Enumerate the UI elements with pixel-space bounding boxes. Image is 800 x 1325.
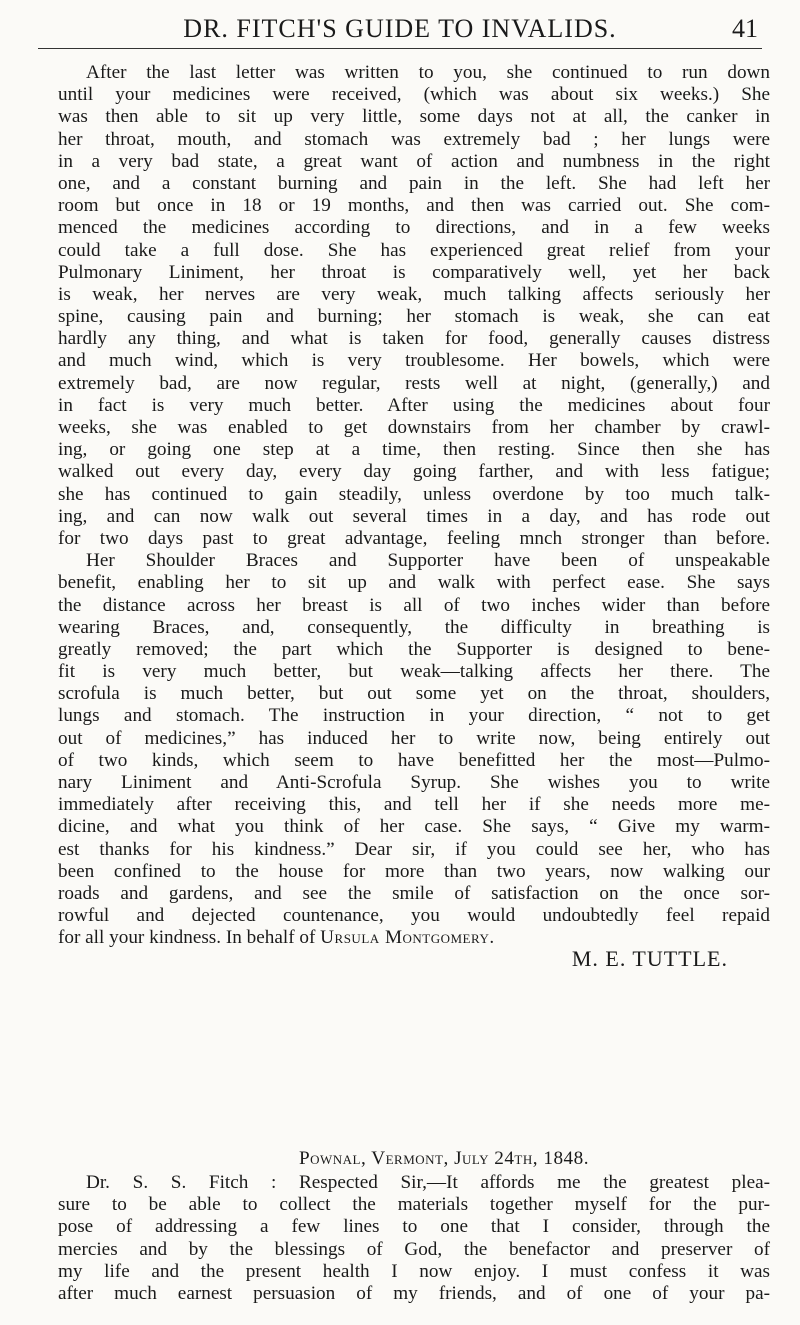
text-line: my life and the present health I now enjoy. I must confess it was [58,1260,770,1282]
text-line: for two days past to great advantage, feeling mnch stronger than before. [58,527,770,549]
text-line: Pulmonary Liniment, her throat is comparatively well, yet her back [58,261,770,283]
text-line: ing, and can now walk out several times in a day, and has rode out [58,505,770,527]
text-line: Her Shoulder Braces and Supporter have been of unspeakable [86,550,770,572]
letter-one [58,62,770,972]
text-line: of two kinds, which seem to have benefitted her the most—Pulmo- [58,749,770,771]
text-line: ing, or going one step at a time, then resting. Since then she has [58,439,770,461]
text-line: and much wind, which is very troublesome. Her bowels, which were [58,350,770,372]
text-line: mercies and by the blessings of God, the benefactor and preserver of [58,1238,770,1260]
text-line: nary Liniment and Anti-Scrofula Syrup. She wishes you to write [58,772,770,793]
dateline [58,1148,770,1170]
text-line: could take a full dose. She has experienced great relief from your [58,239,770,261]
text-line: est thanks for his kindness.” Dear sir, if you could see her, who has [58,838,770,860]
dateline-text: Pownal, Vermont, July 24th, 1848. [298,1148,590,1169]
text-line: spine, causing pain and burning; her stomach is weak, she can eat [58,306,770,328]
letter-two [58,1172,770,1305]
text-line: the distance across her breast is all of two inches wider than before [58,594,770,616]
signature-line [58,945,770,972]
text-line: in fact is very much better. After using the medicines about four [58,394,770,416]
text-line: was then able to sit up very little, some days not at all, the canker in [58,106,770,128]
text-line: in a very bad state, a great want of action and numbness in the right [58,150,770,172]
text-line: pose of addressing a few lines to one that I consider, through the [58,1216,770,1238]
text-line: wearing Braces, and, consequently, the difficulty in breathing is [58,616,770,638]
text-line: Dr. S. S. Fitch : Respected Sir,—It affords me the greatest plea- [86,1172,770,1193]
signature: M. E. TUTTLE. [571,945,728,971]
text-line: after much earnest persuasion of my friends, and of one of your pa- [58,1282,770,1304]
text-line: lungs and stomach. The instruction in your direction, “ not to get [58,705,770,727]
text-line: room but once in 18 or 19 months, and then was carried out. She com- [58,195,770,217]
text-line: menced the medicines according to directions, and in a few weeks [58,217,770,239]
page-number: 41 [732,14,758,43]
text-line: sure to be able to collect the materials together myself for the pur- [58,1194,770,1216]
text-line: her throat, mouth, and stomach was extremely bad ; her lungs were [58,128,770,150]
text-line: dicine, and what you think of her case. She says, “ Give my warm- [58,816,770,838]
text-line: scrofula is much better, but out some yet on the throat, shoulders, [58,683,770,705]
text-line: rowful and dejected countenance, you would undoubtedly feel repaid [58,905,770,927]
text-line: After the last letter was written to you, she continued to run down [86,62,770,83]
text-line: until your medicines were received, (which was about six weeks.) She [58,84,770,106]
running-title: DR. FITCH'S GUIDE TO INVALIDS. [183,14,617,43]
text-line: weeks, she was enabled to get downstairs from her chamber by crawl- [58,417,770,438]
text-line: benefit, enabling her to sit up and walk with perfect ease. She says [58,572,770,594]
text-line: been confined to the house for more than two years, now walking our [58,860,770,882]
running-head [38,6,762,49]
text-line: fit is very much better, but weak—talking affects her there. The [58,661,770,683]
text-line: out of medicines,” has induced her to write now, being entirely out [58,727,770,749]
text-line: roads and gardens, and see the smile of satisfaction on the once sor- [58,882,770,904]
text-line: extremely bad, are now regular, rests well at night, (generally,) and [58,372,770,394]
text-line: is weak, her nerves are very weak, much talking affects seriously her [58,283,770,305]
text-line: walked out every day, every day going farther, and with less fatigue; [58,461,770,483]
text-line: she has continued to gain steadily, unless overdone by too much talk- [58,483,770,505]
closing-text [58,927,495,949]
text-line: one, and a constant burning and pain in the left. She had left her [58,172,770,194]
closing-phrase: for all your kindness. In behalf of [58,927,321,949]
text-line: immediately after receiving this, and tell her if she needs more me- [58,794,770,816]
closing-name: Ursula Montgomery. [320,927,495,949]
text-line: greatly removed; the part which the Supporter is designed to bene- [58,638,770,660]
text-line: hardly any thing, and what is taken for food, generally causes distress [58,328,770,350]
